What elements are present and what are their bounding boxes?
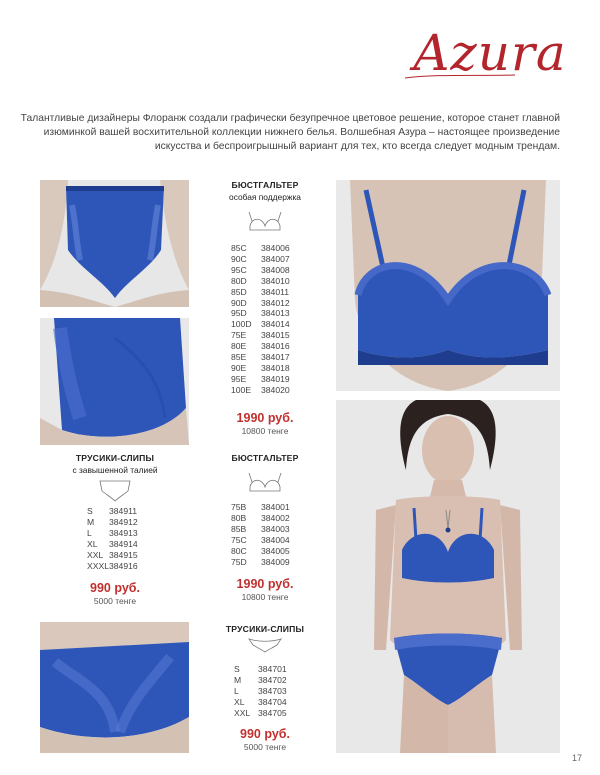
size-label: XXL	[234, 707, 251, 718]
size-list-briefs-high	[87, 506, 138, 571]
size-row	[87, 561, 138, 572]
size-row	[231, 265, 290, 276]
size-label: 75B	[231, 502, 247, 512]
size-row	[231, 513, 290, 524]
price-bra: 1990 руб.	[236, 577, 294, 591]
size-label: 75E	[231, 330, 247, 341]
article-code: 384003	[261, 523, 290, 534]
size-row	[87, 528, 138, 539]
size-row	[231, 298, 290, 309]
intro-line: Талантливые дизайнеры Флоранж создали графически безупречное цветовое решение, которое станет главной	[20, 113, 560, 124]
high-brief-sketch-icon	[97, 479, 133, 503]
size-row	[231, 557, 290, 568]
briefs-title: ТРУСИКИ-СЛИПЫ	[225, 624, 305, 634]
article-code: 384017	[261, 352, 290, 363]
photo-high-waist-brief-front	[40, 180, 189, 307]
size-row	[231, 374, 290, 385]
article-code: 384010	[261, 275, 290, 286]
size-row	[231, 546, 290, 557]
article-code: 384020	[261, 384, 290, 395]
bra-support-title: БЮСТГАЛЬТЕР	[231, 180, 299, 190]
size-label: M	[234, 674, 242, 685]
article-code: 384911	[109, 506, 138, 516]
article-code: 384914	[109, 538, 138, 549]
size-label: XL	[234, 696, 245, 707]
alt-price-bra: 10800 тенге	[241, 592, 289, 602]
size-row	[231, 341, 290, 352]
price-briefs: 990 руб.	[240, 727, 290, 741]
size-list-bra-support	[231, 243, 290, 396]
size-row	[231, 352, 290, 363]
size-row	[87, 550, 138, 561]
bra-title: БЮСТГАЛЬТЕР	[231, 453, 299, 463]
briefs-high-subtitle: с завышенной талией	[72, 465, 158, 475]
size-label: XXXL	[87, 560, 109, 571]
size-row	[231, 276, 290, 287]
size-label: 80D	[231, 275, 247, 286]
size-row	[231, 330, 290, 341]
article-code: 384913	[109, 527, 138, 538]
size-label: 90D	[231, 297, 247, 308]
size-label: 90C	[231, 253, 247, 264]
size-label: L	[87, 527, 92, 538]
article-code: 384703	[258, 685, 287, 696]
size-row	[234, 675, 287, 686]
alt-price-briefs: 5000 тенге	[243, 742, 287, 752]
size-label: 95D	[231, 308, 247, 319]
alt-price-bra-support: 10800 тенге	[241, 426, 289, 436]
price-briefs-high: 990 руб.	[90, 581, 140, 595]
size-row	[231, 319, 290, 330]
size-row	[231, 254, 290, 265]
article-code: 384701	[258, 664, 287, 674]
size-label: 75D	[231, 556, 247, 567]
size-row	[234, 664, 287, 675]
bra-sketch-icon	[246, 208, 284, 234]
article-code: 384702	[258, 674, 287, 685]
briefs-high-title: ТРУСИКИ-СЛИПЫ	[75, 453, 155, 463]
size-row	[87, 517, 138, 528]
article-code: 384012	[261, 297, 290, 308]
article-code: 384915	[109, 549, 138, 560]
article-code: 384006	[261, 243, 290, 253]
article-code: 384916	[109, 560, 138, 571]
intro-line: изюминкой вашей восхитительной коллекции нижнего белья. Волшебная Азура – настоящее произведение	[43, 127, 560, 138]
article-code: 384704	[258, 696, 287, 707]
size-list-bra	[231, 502, 290, 567]
size-label: XL	[87, 538, 98, 549]
size-row	[231, 363, 290, 374]
size-label: S	[234, 664, 240, 674]
size-list-briefs	[234, 664, 287, 719]
size-label: 95E	[231, 373, 247, 384]
brand-logo	[395, 18, 585, 88]
intro-line: искусства и беспроигрышный вариант для тех, кто всегда следует модным трендам.	[154, 141, 560, 152]
size-label: 85D	[231, 286, 247, 297]
size-label: L	[234, 685, 239, 696]
photo-bra-closeup	[336, 180, 560, 391]
size-label: 80E	[231, 341, 247, 352]
bra-support-subtitle: особая поддержка	[229, 192, 301, 202]
size-label: 85B	[231, 523, 247, 534]
size-row	[231, 287, 290, 298]
article-code: 384005	[261, 545, 290, 556]
alt-price-briefs-high: 5000 тенге	[93, 596, 137, 606]
size-label: M	[87, 516, 95, 527]
size-row	[231, 502, 290, 513]
size-row	[87, 539, 138, 550]
size-label: 100E	[231, 384, 252, 395]
size-row	[234, 697, 287, 708]
price-bra-support: 1990 руб.	[236, 411, 294, 425]
article-code: 384705	[258, 707, 287, 718]
size-label: 100D	[231, 319, 252, 330]
page-number: 17	[572, 753, 583, 763]
article-code: 384013	[261, 308, 290, 319]
article-code: 384014	[261, 319, 290, 330]
intro-paragraph	[20, 112, 560, 154]
size-row	[231, 308, 290, 319]
article-code: 384009	[261, 556, 290, 567]
bra-sketch-icon	[246, 469, 284, 495]
size-label: XXL	[87, 549, 104, 560]
size-label: 75C	[231, 534, 247, 545]
size-label: 95C	[231, 264, 247, 275]
size-label: S	[87, 506, 93, 516]
size-label: 85C	[231, 243, 247, 253]
article-code: 384912	[109, 516, 138, 527]
size-label: 80C	[231, 545, 247, 556]
photo-model-full-set	[336, 400, 560, 753]
article-code: 384016	[261, 341, 290, 352]
size-row	[234, 708, 287, 719]
size-row	[231, 535, 290, 546]
size-label: 90E	[231, 362, 247, 373]
photo-high-waist-brief-back	[40, 318, 189, 445]
size-row	[231, 385, 290, 396]
size-label: 80B	[231, 512, 247, 523]
article-code: 384007	[261, 253, 290, 264]
article-code: 384008	[261, 264, 290, 275]
brief-sketch-icon	[247, 636, 283, 654]
size-row	[234, 686, 287, 697]
article-code: 384015	[261, 330, 290, 341]
size-row	[87, 506, 138, 517]
photo-brief-back	[40, 622, 189, 753]
article-code: 384004	[261, 534, 290, 545]
article-code: 384011	[261, 286, 290, 297]
article-code: 384019	[261, 373, 290, 384]
size-label: 85E	[231, 352, 247, 363]
article-code: 384001	[261, 502, 290, 512]
brand-logo-text: Azura	[413, 24, 567, 82]
article-code: 384018	[261, 362, 290, 373]
size-row	[231, 243, 290, 254]
size-row	[231, 524, 290, 535]
article-code: 384002	[261, 512, 290, 523]
